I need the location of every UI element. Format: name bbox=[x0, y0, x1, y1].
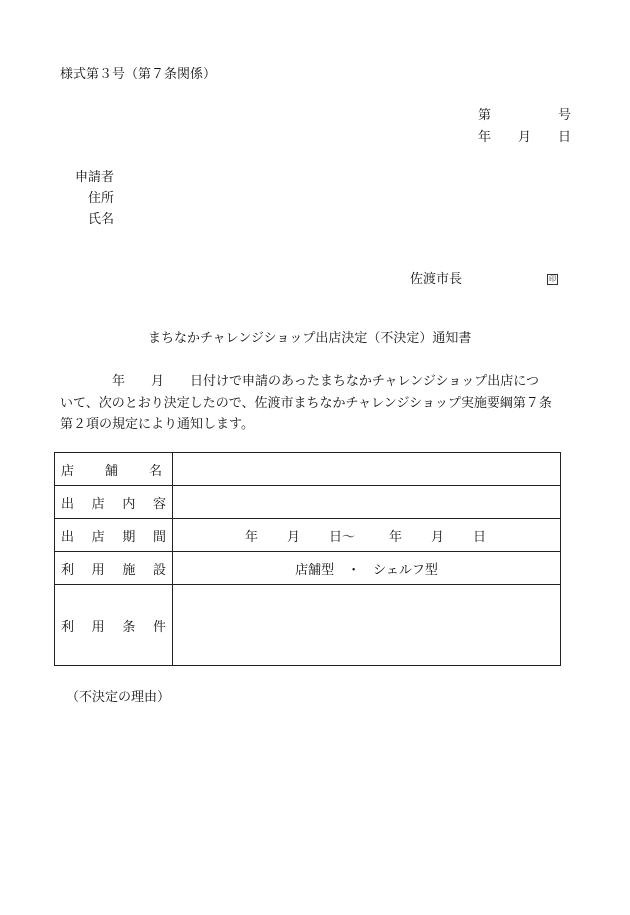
date-year: 年 bbox=[478, 130, 492, 145]
row-label-facility: 利 用 施 設 bbox=[55, 552, 173, 585]
applicant-heading: 申請者 bbox=[75, 170, 115, 185]
details-table bbox=[54, 452, 561, 666]
date-month: 月 bbox=[518, 130, 532, 145]
number-suffix: 号 bbox=[558, 108, 572, 123]
period-value: 年 月 日～ 年 月 日 bbox=[173, 519, 561, 552]
table-row bbox=[55, 585, 561, 666]
body-line: 年 月 日付けで申請のあったまちなかチャレンジショップ出店につ bbox=[60, 374, 539, 389]
applicant-name-label: 氏名 bbox=[88, 212, 115, 227]
applicant-address-label: 住所 bbox=[88, 191, 115, 206]
body-line: いて、次のとおり決定したので、佐渡市まちなかチャレンジショップ実施要綱第７条 bbox=[60, 395, 552, 411]
table-row bbox=[55, 552, 561, 585]
facility-value: 店舗型 ・ シェルフ型 bbox=[173, 552, 561, 585]
table-row bbox=[55, 519, 561, 552]
date-day: 日 bbox=[558, 130, 572, 145]
form-label: 様式第３号（第７条関係） bbox=[60, 67, 217, 82]
shop-name-value bbox=[173, 453, 561, 486]
issuer-title: 佐渡市長 bbox=[410, 272, 463, 287]
reason-label: （不決定の理由） bbox=[66, 690, 171, 705]
row-label-conditions: 利 用 条 件 bbox=[55, 585, 173, 666]
table-row bbox=[55, 453, 561, 486]
body-line: 第２項の規定により通知します。 bbox=[60, 417, 254, 432]
number-prefix: 第 bbox=[478, 108, 492, 123]
seal-mark: 印 bbox=[549, 275, 556, 283]
content-value bbox=[173, 486, 561, 519]
row-label-period: 出 店 期 間 bbox=[55, 519, 173, 552]
conditions-value bbox=[173, 585, 561, 666]
table-row bbox=[55, 486, 561, 519]
row-label-content: 出 店 内 容 bbox=[55, 486, 173, 519]
notice-body bbox=[60, 371, 578, 436]
row-label-shop-name: 店 舗 名 bbox=[55, 453, 173, 486]
document-title: まちなかチャレンジショップ出店決定（不決定）通知書 bbox=[148, 331, 472, 346]
